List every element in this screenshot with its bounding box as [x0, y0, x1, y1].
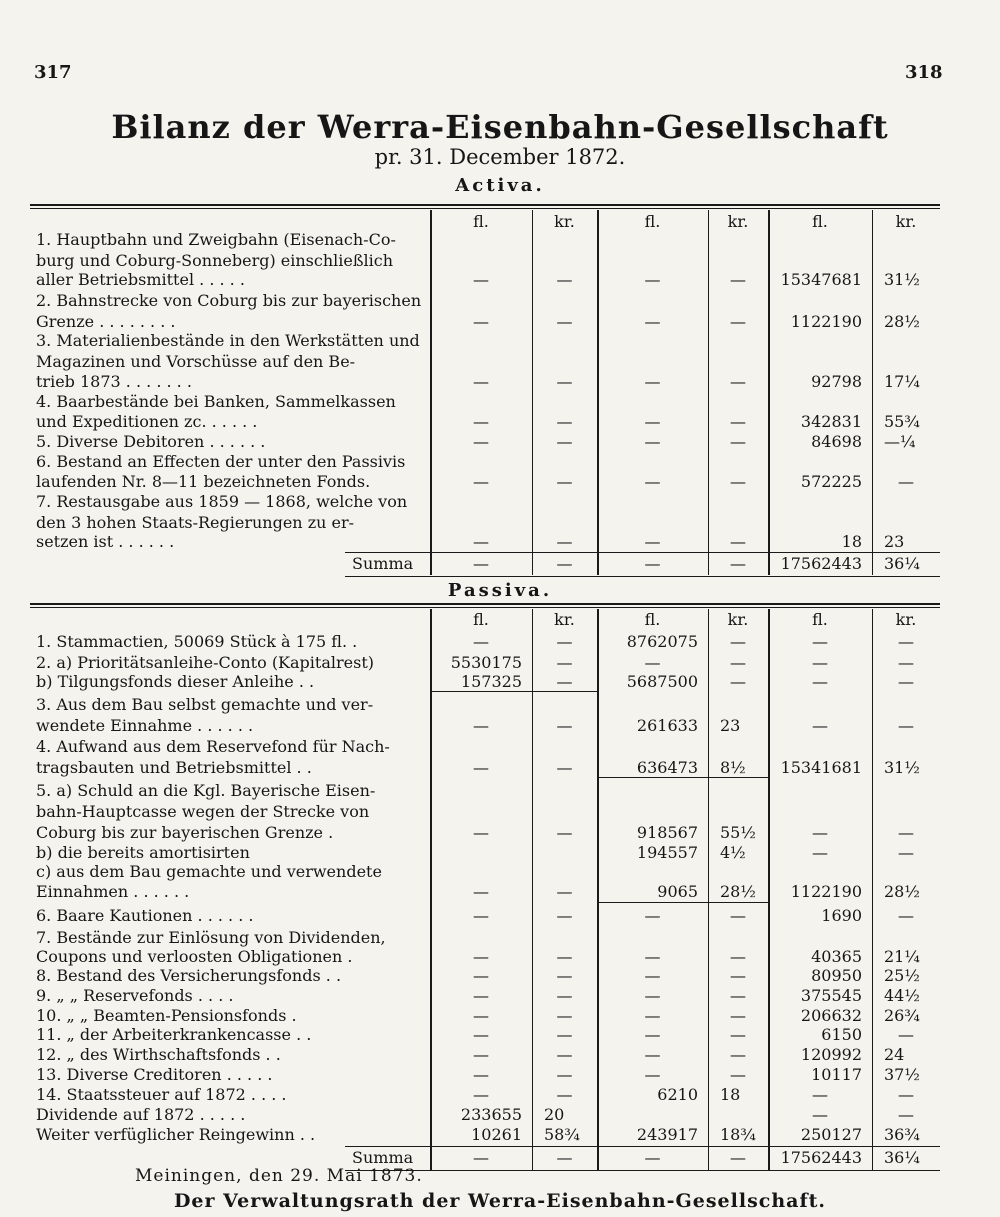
- passiva-row-value: 36¾: [884, 1125, 920, 1144]
- passiva-row-value: —: [898, 843, 914, 862]
- passiva-row-value: —: [812, 716, 828, 735]
- passiva-row-value: 261633: [636, 716, 698, 735]
- passiva-row-value: 4½: [720, 843, 746, 862]
- activa-row-value: —: [730, 432, 746, 451]
- passiva-row-text: Einnahmen . . . . . .: [36, 882, 190, 901]
- passiva-row-value: —: [556, 906, 573, 925]
- passiva-row-value: —: [730, 1065, 746, 1084]
- passiva-column-divider: [708, 609, 709, 1170]
- activa-row-value: 17¼: [884, 372, 920, 391]
- activa-summa-value: 36¼: [884, 554, 920, 573]
- passiva-row-value: 25½: [884, 966, 920, 985]
- activa-bottom-rule: [345, 576, 940, 577]
- activa-row-value: —: [644, 532, 661, 551]
- activa-col-header: fl.: [473, 212, 489, 231]
- passiva-col-header: kr.: [554, 610, 575, 629]
- activa-col-header: fl.: [812, 212, 828, 231]
- passiva-row-value: 37½: [884, 1065, 920, 1084]
- passiva-top-rule-thin: [30, 607, 940, 608]
- passiva-row-text: 8. Bestand des Versicherungsfonds . .: [36, 966, 342, 985]
- passiva-summa-value: —: [730, 1148, 746, 1167]
- passiva-row-value: 243917: [636, 1125, 698, 1144]
- passiva-row-value: 18: [720, 1085, 741, 1104]
- passiva-row-value: —: [556, 882, 573, 901]
- passiva-row-value: 18¾: [720, 1125, 756, 1144]
- passiva-row-value: 31½: [884, 758, 920, 777]
- passiva-row-value: —: [812, 843, 828, 862]
- passiva-row-value: —: [812, 632, 828, 651]
- passiva-row-value: —: [812, 672, 828, 691]
- passiva-row-text: 1. Stammactien, 50069 Stück à 175 fl. .: [36, 632, 358, 651]
- passiva-row-text: Coupons und verloosten Obligationen .: [36, 947, 353, 966]
- activa-column-divider: [768, 210, 770, 575]
- passiva-row-value: —: [473, 758, 489, 777]
- passiva-summa-value: —: [644, 1148, 661, 1167]
- passiva-row-text: 3. Aus dem Bau selbst gemachte und ver-: [36, 695, 374, 714]
- activa-row-value: —: [730, 372, 746, 391]
- activa-row-text: 3. Materialienbestände in den Werkstätten und: [36, 331, 420, 350]
- passiva-row-value: —: [473, 716, 489, 735]
- passiva-row-value: —: [556, 1065, 573, 1084]
- activa-row-value: —¼: [884, 432, 916, 451]
- activa-heading: Activa.: [455, 175, 545, 196]
- activa-column-divider: [872, 210, 873, 575]
- passiva-row-value: 157325: [460, 672, 522, 691]
- passiva-row-text: 13. Diverse Creditoren . . . . .: [36, 1065, 273, 1084]
- activa-row-value: —: [730, 532, 746, 551]
- activa-col-header: fl.: [644, 212, 661, 231]
- passiva-row-value: 5687500: [626, 672, 698, 691]
- activa-summa-value: —: [644, 554, 661, 573]
- passiva-row-value: —: [730, 632, 746, 651]
- activa-row-text: 2. Bahnstrecke von Coburg bis zur bayerischen: [36, 291, 422, 310]
- passiva-subtotal-rule: [430, 691, 597, 692]
- passiva-row-text: tragsbauten und Betriebsmittel . .: [36, 758, 312, 777]
- passiva-row-value: —: [730, 1025, 746, 1044]
- passiva-row-value: 24: [884, 1045, 905, 1064]
- activa-col-header: kr.: [554, 212, 575, 231]
- passiva-row-value: —: [473, 882, 489, 901]
- activa-row-value: —: [473, 532, 489, 551]
- activa-row-value: —: [556, 532, 573, 551]
- passiva-heading: Passiva.: [447, 580, 553, 601]
- activa-row-value: —: [556, 432, 573, 451]
- activa-column-divider: [532, 210, 533, 575]
- activa-row-text: Magazinen und Vorschüsse auf den Be-: [36, 352, 356, 371]
- passiva-row-value: —: [556, 672, 573, 691]
- activa-column-divider: [597, 210, 599, 575]
- passiva-col-header: fl.: [473, 610, 489, 629]
- activa-row-value: —: [473, 412, 489, 431]
- activa-row-value: —: [644, 372, 661, 391]
- passiva-row-text: 11. „ der Arbeiterkrankencasse . .: [36, 1025, 312, 1044]
- passiva-row-text: wendete Einnahme . . . . . .: [36, 716, 254, 735]
- passiva-row-value: —: [898, 1105, 914, 1124]
- activa-row-value: 23: [884, 532, 905, 551]
- passiva-row-value: 120992: [800, 1045, 862, 1064]
- passiva-row-text: b) Tilgungsfonds dieser Anleihe . .: [36, 672, 315, 691]
- passiva-row-value: 1690: [821, 906, 862, 925]
- passiva-row-text: 12. „ des Wirthschaftsfonds . .: [36, 1045, 281, 1064]
- activa-summa-value: —: [556, 554, 573, 573]
- passiva-row-value: —: [644, 986, 661, 1005]
- activa-row-value: —: [644, 412, 661, 431]
- passiva-summa-rule: [345, 1146, 940, 1147]
- passiva-row-value: 6150: [821, 1025, 862, 1044]
- activa-row-text: 7. Restausgabe aus 1859 — 1868, welche von: [36, 492, 408, 511]
- passiva-row-value: 40365: [811, 947, 862, 966]
- activa-row-text: Grenze . . . . . . . .: [36, 312, 176, 331]
- passiva-row-value: —: [898, 1085, 914, 1104]
- passiva-row-value: —: [473, 1006, 489, 1025]
- activa-row-value: —: [730, 270, 746, 289]
- passiva-row-value: 10117: [811, 1065, 862, 1084]
- activa-row-value: 84698: [811, 432, 862, 451]
- passiva-summa-label: Summa: [352, 1148, 414, 1167]
- passiva-row-value: —: [556, 758, 573, 777]
- passiva-row-value: —: [730, 672, 746, 691]
- activa-column-divider: [430, 210, 432, 575]
- passiva-row-text: 7. Bestände zur Einlösung von Dividenden,: [36, 928, 386, 947]
- passiva-row-value: —: [473, 1045, 489, 1064]
- activa-summa-rule: [345, 552, 940, 553]
- passiva-row-value: 26¾: [884, 1006, 920, 1025]
- passiva-row-value: —: [556, 986, 573, 1005]
- page-number-right: 318: [905, 62, 943, 83]
- passiva-summa-value: —: [556, 1148, 573, 1167]
- activa-summa-value: 17562443: [780, 554, 862, 573]
- activa-row-value: 15347681: [780, 270, 862, 289]
- passiva-row-value: 21¼: [884, 947, 920, 966]
- passiva-row-value: 8762075: [626, 632, 698, 651]
- passiva-col-header: fl.: [644, 610, 661, 629]
- passiva-row-text: Coburg bis zur bayerischen Grenze .: [36, 823, 334, 842]
- passiva-col-header: fl.: [812, 610, 828, 629]
- passiva-row-text: c) aus dem Bau gemachte und verwendete: [36, 862, 382, 881]
- passiva-row-text: 4. Aufwand aus dem Reservefond für Nach-: [36, 737, 390, 756]
- passiva-row-value: 8½: [720, 758, 746, 777]
- passiva-row-value: —: [556, 1006, 573, 1025]
- activa-row-value: —: [730, 472, 746, 491]
- passiva-row-value: —: [730, 1006, 746, 1025]
- passiva-row-text: bahn-Hauptcasse wegen der Strecke von: [36, 802, 370, 821]
- activa-row-value: 31½: [884, 270, 920, 289]
- passiva-row-value: —: [730, 1045, 746, 1064]
- passiva-row-value: —: [473, 1085, 489, 1104]
- activa-row-value: —: [556, 270, 573, 289]
- activa-column-divider: [708, 210, 709, 575]
- activa-col-header: kr.: [727, 212, 749, 231]
- activa-row-value: —: [556, 472, 573, 491]
- passiva-row-value: —: [473, 906, 489, 925]
- passiva-row-value: —: [644, 653, 661, 672]
- passiva-row-value: —: [556, 1025, 573, 1044]
- passiva-row-value: 375545: [800, 986, 862, 1005]
- activa-summa-value: —: [473, 554, 489, 573]
- activa-row-text: 4. Baarbestände bei Banken, Sammelkassen: [36, 392, 396, 411]
- passiva-subtotal-rule: [597, 902, 768, 903]
- passiva-row-value: —: [898, 716, 914, 735]
- passiva-row-value: 636473: [636, 758, 698, 777]
- passiva-top-rule: [30, 603, 940, 605]
- passiva-row-text: 10. „ „ Beamten-Pensionsfonds .: [36, 1006, 297, 1025]
- passiva-summa-value: 17562443: [780, 1148, 862, 1167]
- activa-row-value: —: [730, 412, 746, 431]
- passiva-row-value: 15341681: [780, 758, 862, 777]
- passiva-summa-value: 36¼: [884, 1148, 920, 1167]
- passiva-row-value: 55½: [720, 823, 756, 842]
- passiva-row-value: —: [730, 653, 746, 672]
- passiva-row-value: 9065: [657, 882, 698, 901]
- passiva-row-value: 250127: [800, 1125, 862, 1144]
- activa-top-rule-thin: [30, 208, 940, 209]
- passiva-row-value: —: [556, 1045, 573, 1064]
- activa-row-value: —: [556, 412, 573, 431]
- passiva-row-value: —: [898, 672, 914, 691]
- passiva-row-text: Dividende auf 1872 . . . . .: [36, 1105, 246, 1124]
- passiva-row-value: 44½: [884, 986, 920, 1005]
- activa-row-value: —: [473, 472, 489, 491]
- passiva-row-value: 1122190: [790, 882, 862, 901]
- signature: Der Verwaltungsrath der Werra-Eisenbahn-Gesellschaft.: [173, 1190, 827, 1212]
- activa-row-value: —: [730, 312, 746, 331]
- activa-row-text: aller Betriebsmittel . . . . .: [36, 270, 245, 289]
- activa-row-value: 92798: [811, 372, 862, 391]
- page-subtitle: pr. 31. December 1872.: [374, 145, 626, 169]
- activa-row-value: —: [473, 270, 489, 289]
- passiva-row-value: —: [556, 966, 573, 985]
- passiva-row-value: 233655: [460, 1105, 522, 1124]
- passiva-row-value: 58¾: [544, 1125, 580, 1144]
- activa-row-value: —: [644, 472, 661, 491]
- passiva-row-value: —: [644, 1045, 661, 1064]
- passiva-row-text: 14. Staatssteuer auf 1872 . . . .: [36, 1085, 287, 1104]
- passiva-row-value: 918567: [636, 823, 698, 842]
- passiva-row-value: —: [730, 986, 746, 1005]
- passiva-col-header: kr.: [727, 610, 749, 629]
- activa-row-text: 1. Hauptbahn und Zweigbahn (Eisenach-Co-: [36, 230, 396, 249]
- passiva-row-value: —: [812, 653, 828, 672]
- passiva-row-value: 28½: [720, 882, 756, 901]
- passiva-row-value: —: [644, 1065, 661, 1084]
- passiva-row-value: 6210: [657, 1085, 698, 1104]
- activa-row-value: 28½: [884, 312, 920, 331]
- passiva-row-value: 28½: [884, 882, 920, 901]
- passiva-bottom-rule: [345, 1170, 940, 1171]
- passiva-summa-value: —: [473, 1148, 489, 1167]
- passiva-row-text: 2. a) Prioritätsanleihe-Conto (Kapitalrest): [36, 653, 374, 672]
- activa-row-value: —: [473, 432, 489, 451]
- passiva-row-value: —: [898, 1025, 914, 1044]
- activa-top-rule: [30, 204, 940, 206]
- place-date: Meiningen, den 29. Mai 1873.: [135, 1166, 423, 1186]
- passiva-row-value: —: [556, 823, 573, 842]
- passiva-row-value: 206632: [800, 1006, 862, 1025]
- passiva-row-value: 80950: [811, 966, 862, 985]
- passiva-row-value: —: [644, 906, 661, 925]
- passiva-row-value: —: [473, 966, 489, 985]
- activa-row-value: 55¾: [884, 412, 920, 431]
- activa-row-text: den 3 hohen Staats-Regierungen zu er-: [36, 513, 355, 532]
- activa-row-value: —: [644, 312, 661, 331]
- activa-summa-value: —: [730, 554, 746, 573]
- passiva-row-value: —: [812, 823, 828, 842]
- passiva-col-header: kr.: [895, 610, 917, 629]
- passiva-row-value: 10261: [471, 1125, 522, 1144]
- activa-row-value: 18: [841, 532, 862, 551]
- activa-row-text: 5. Diverse Debitoren . . . . . .: [36, 432, 266, 451]
- activa-row-value: —: [556, 312, 573, 331]
- page-title: Bilanz der Werra-Eisenbahn-Gesellschaft: [111, 108, 889, 146]
- passiva-row-value: —: [898, 632, 914, 651]
- passiva-row-value: —: [730, 947, 746, 966]
- activa-row-value: —: [898, 472, 914, 491]
- activa-row-text: trieb 1873 . . . . . . .: [36, 372, 192, 391]
- passiva-row-value: —: [898, 823, 914, 842]
- passiva-row-value: —: [473, 1025, 489, 1044]
- activa-row-value: —: [644, 270, 661, 289]
- activa-row-value: 572225: [800, 472, 862, 491]
- passiva-row-value: —: [644, 1025, 661, 1044]
- passiva-row-value: —: [644, 947, 661, 966]
- passiva-row-value: 20: [544, 1105, 565, 1124]
- activa-row-text: und Expeditionen zc. . . . . .: [36, 412, 258, 431]
- activa-row-value: —: [556, 372, 573, 391]
- passiva-row-value: 194557: [636, 843, 698, 862]
- activa-row-value: —: [473, 312, 489, 331]
- passiva-row-value: —: [730, 966, 746, 985]
- passiva-row-value: —: [473, 1065, 489, 1084]
- passiva-row-value: —: [556, 716, 573, 735]
- passiva-row-value: —: [556, 947, 573, 966]
- passiva-row-text: Weiter verfüglicher Reingewinn . .: [36, 1125, 316, 1144]
- passiva-row-value: 23: [720, 716, 741, 735]
- activa-row-value: 1122190: [790, 312, 862, 331]
- passiva-row-text: 9. „ „ Reservefonds . . . .: [36, 986, 234, 1005]
- passiva-row-value: —: [556, 632, 573, 651]
- passiva-row-text: 5. a) Schuld an die Kgl. Bayerische Eisen-: [36, 781, 376, 800]
- passiva-row-text: b) die bereits amortisirten: [36, 843, 250, 862]
- activa-summa-label: Summa: [352, 554, 414, 573]
- passiva-row-value: —: [473, 632, 489, 651]
- passiva-row-value: —: [812, 1085, 828, 1104]
- passiva-subtotal-rule: [597, 777, 768, 778]
- passiva-row-value: 5530175: [450, 653, 522, 672]
- passiva-row-value: —: [644, 966, 661, 985]
- activa-row-value: 342831: [800, 412, 862, 431]
- activa-row-text: setzen ist . . . . . .: [36, 532, 175, 551]
- passiva-row-value: —: [644, 1006, 661, 1025]
- passiva-row-text: 6. Baare Kautionen . . . . . .: [36, 906, 254, 925]
- passiva-row-value: —: [812, 1105, 828, 1124]
- passiva-row-value: —: [556, 653, 573, 672]
- activa-row-text: burg und Coburg-Sonneberg) einschließlich: [36, 251, 394, 270]
- activa-row-value: —: [644, 432, 661, 451]
- passiva-row-value: —: [730, 906, 746, 925]
- page-number-left: 317: [34, 62, 72, 83]
- passiva-row-value: —: [898, 906, 914, 925]
- passiva-row-value: —: [473, 823, 489, 842]
- activa-row-text: laufenden Nr. 8—11 bezeichneten Fonds.: [36, 472, 371, 491]
- activa-row-value: —: [473, 372, 489, 391]
- activa-row-text: 6. Bestand an Effecten der unter den Passivis: [36, 452, 406, 471]
- passiva-row-value: —: [898, 653, 914, 672]
- passiva-row-value: —: [473, 986, 489, 1005]
- activa-col-header: kr.: [895, 212, 917, 231]
- passiva-row-value: —: [556, 1085, 573, 1104]
- passiva-row-value: —: [473, 947, 489, 966]
